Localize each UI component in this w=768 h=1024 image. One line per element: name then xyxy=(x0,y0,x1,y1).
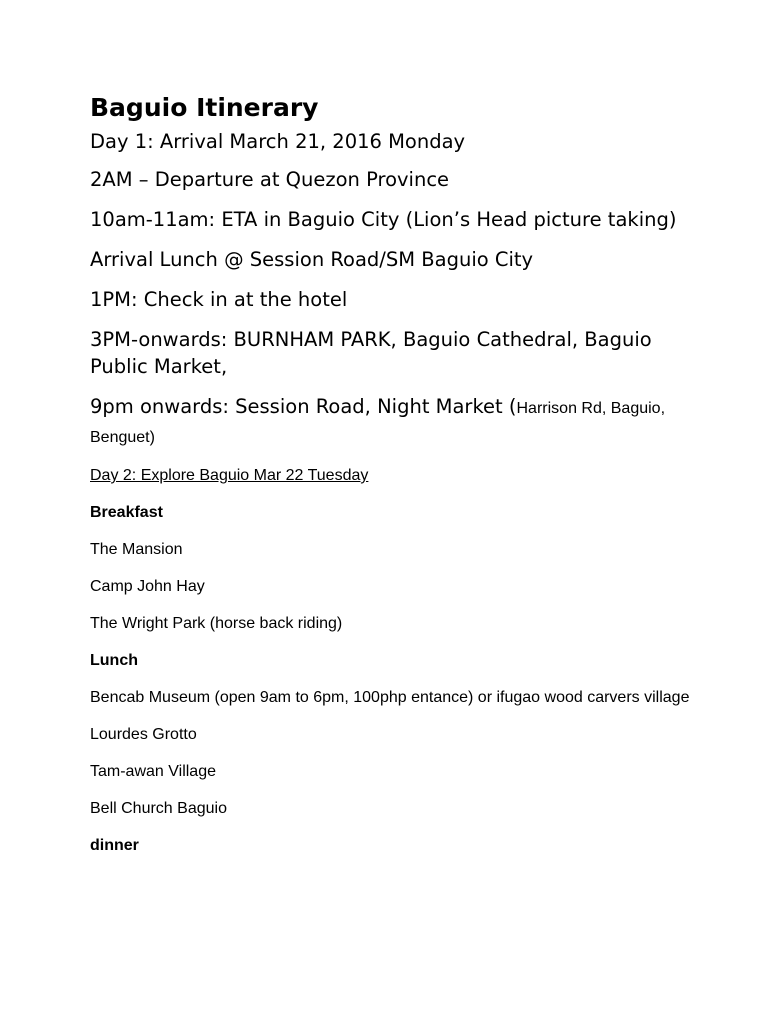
night-market-address: Harrison Rd, Baguio, Benguet) xyxy=(90,400,666,446)
day2-afternoon-item: Bell Church Baguio xyxy=(90,800,227,817)
day1-item: Arrival Lunch @ Session Road/SM Baguio City xyxy=(90,248,534,271)
day1-heading: Day 1: Arrival March 21, 2016 Monday xyxy=(90,130,466,153)
day2-morning-item: Camp John Hay xyxy=(90,578,205,595)
lunch-label: Lunch xyxy=(90,652,138,669)
dinner-label: dinner xyxy=(90,837,139,854)
day2-heading: Day 2: Explore Baguio Mar 22 Tuesday xyxy=(90,467,369,484)
day2-afternoon-item: Tam-awan Village xyxy=(90,763,216,780)
night-market-text: 9pm onwards: Session Road, Night Market ( xyxy=(90,395,517,418)
document-title: Baguio Itinerary xyxy=(90,93,319,122)
day2-morning-item: The Wright Park (horse back riding) xyxy=(90,615,343,632)
document-page xyxy=(90,90,690,871)
day2-afternoon-item: Lourdes Grotto xyxy=(90,726,197,743)
breakfast-label: Breakfast xyxy=(90,504,163,521)
day1-item: 1PM: Check in at the hotel xyxy=(90,288,348,311)
day1-item: 3PM-onwards: BURNHAM PARK, Baguio Cathedral, Baguio Public Market, xyxy=(90,328,652,378)
day1-item-night-market xyxy=(90,393,690,451)
day1-item: 2AM – Departure at Quezon Province xyxy=(90,168,450,191)
day2-afternoon-item: Bencab Museum (open 9am to 6pm, 100php entance) or ifugao wood carvers village xyxy=(90,689,690,706)
day2-morning-item: The Mansion xyxy=(90,541,183,558)
day1-item: 10am-11am: ETA in Baguio City (Lion’s Head picture taking) xyxy=(90,208,677,231)
